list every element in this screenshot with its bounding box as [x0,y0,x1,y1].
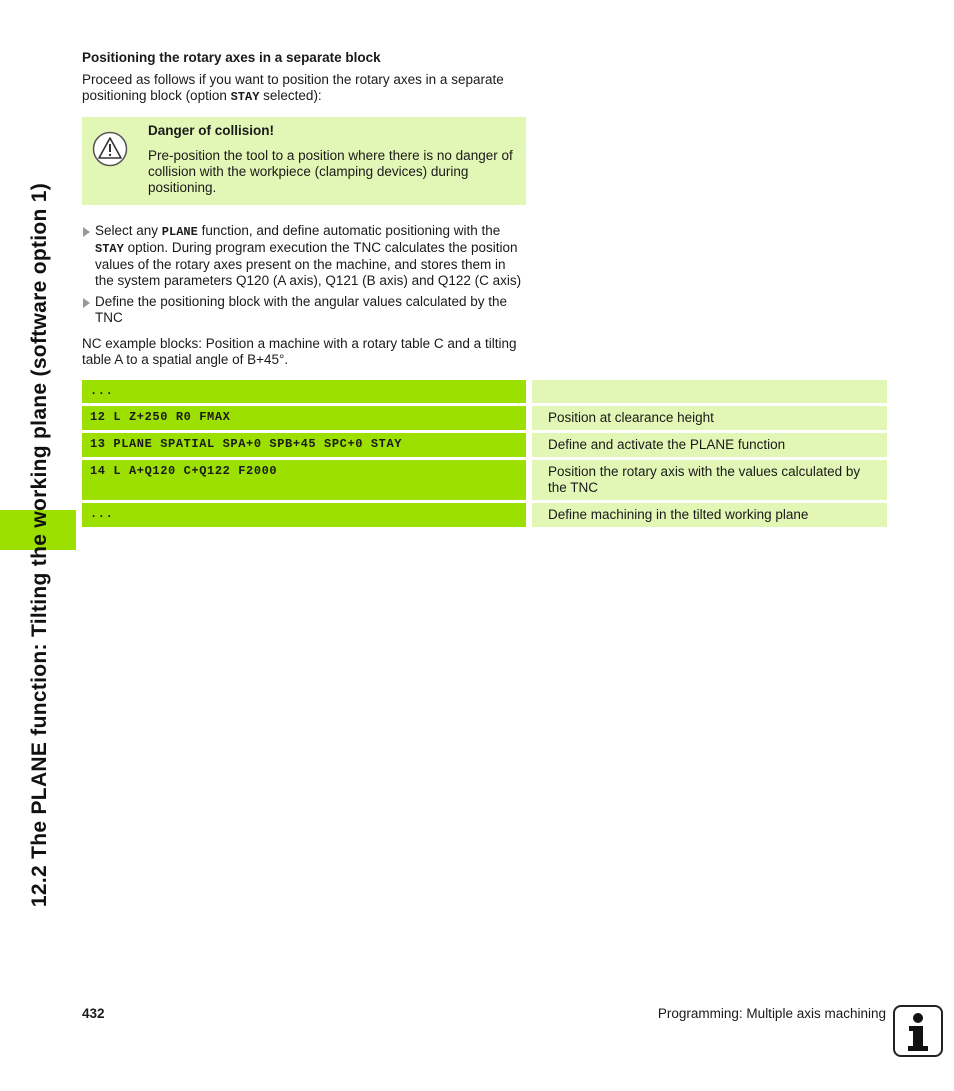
page-content [82,50,887,530]
nc-description: Position at clearance height [532,406,887,430]
warning-text: Pre-position the tool to a position where there is no danger of collision with the workpiece (clamping devices) during positioning. [148,148,513,195]
nc-example-intro: NC example blocks: Position a machine with a rotary table C and a tilting table A to a spatial angle of B+45°. [82,336,517,367]
table-row [82,406,887,430]
info-icon [893,1005,943,1057]
warning-title: Danger of collision! [148,123,275,138]
nc-code: ... [82,503,526,527]
nc-description: Define and activate the PLANE function [532,433,887,457]
section-intro: Proceed as follows if you want to position the rotary axes in a separate positioning block (option STAY selected): [82,72,504,104]
table-row [82,380,887,403]
bullet-arrow-icon [83,227,90,237]
step-item: Select any PLANE function, and define automatic positioning with the STAY option. During program execution the TNC calculates the position values of the rotary axes present on the machine, and stores them in the system parameters Q120 (A axis), Q121 (B axis) and Q122 (C axis) [82,223,526,289]
nc-code: 12 L Z+250 R0 FMAX [82,406,526,430]
nc-code: 13 PLANE SPATIAL SPA+0 SPB+45 SPC+0 STAY [82,433,526,457]
section-heading: Positioning the rotary axes in a separate block [82,50,381,65]
table-row [82,503,887,527]
page-number: 432 [82,1006,105,1021]
bullet-arrow-icon [83,298,90,308]
nc-code: 14 L A+Q120 C+Q122 F2000 [82,460,526,500]
nc-description [532,380,887,403]
warning-triangle-icon [92,131,128,167]
nc-description: Position the rotary axis with the values calculated by the TNC [532,460,887,500]
nc-description: Define machining in the tilted working plane [532,503,887,527]
step-item: Define the positioning block with the angular values calculated by the TNC [82,294,526,326]
chapter-side-title: 12.2 The PLANE function: Tilting the working plane (software option 1) [28,182,51,908]
nc-example-table [82,377,887,530]
table-row [82,433,887,457]
footer-chapter: Programming: Multiple axis machining [657,1006,886,1021]
table-row [82,460,887,500]
step-list [82,223,526,326]
nc-code: ... [82,380,526,403]
warning-box [82,117,526,205]
